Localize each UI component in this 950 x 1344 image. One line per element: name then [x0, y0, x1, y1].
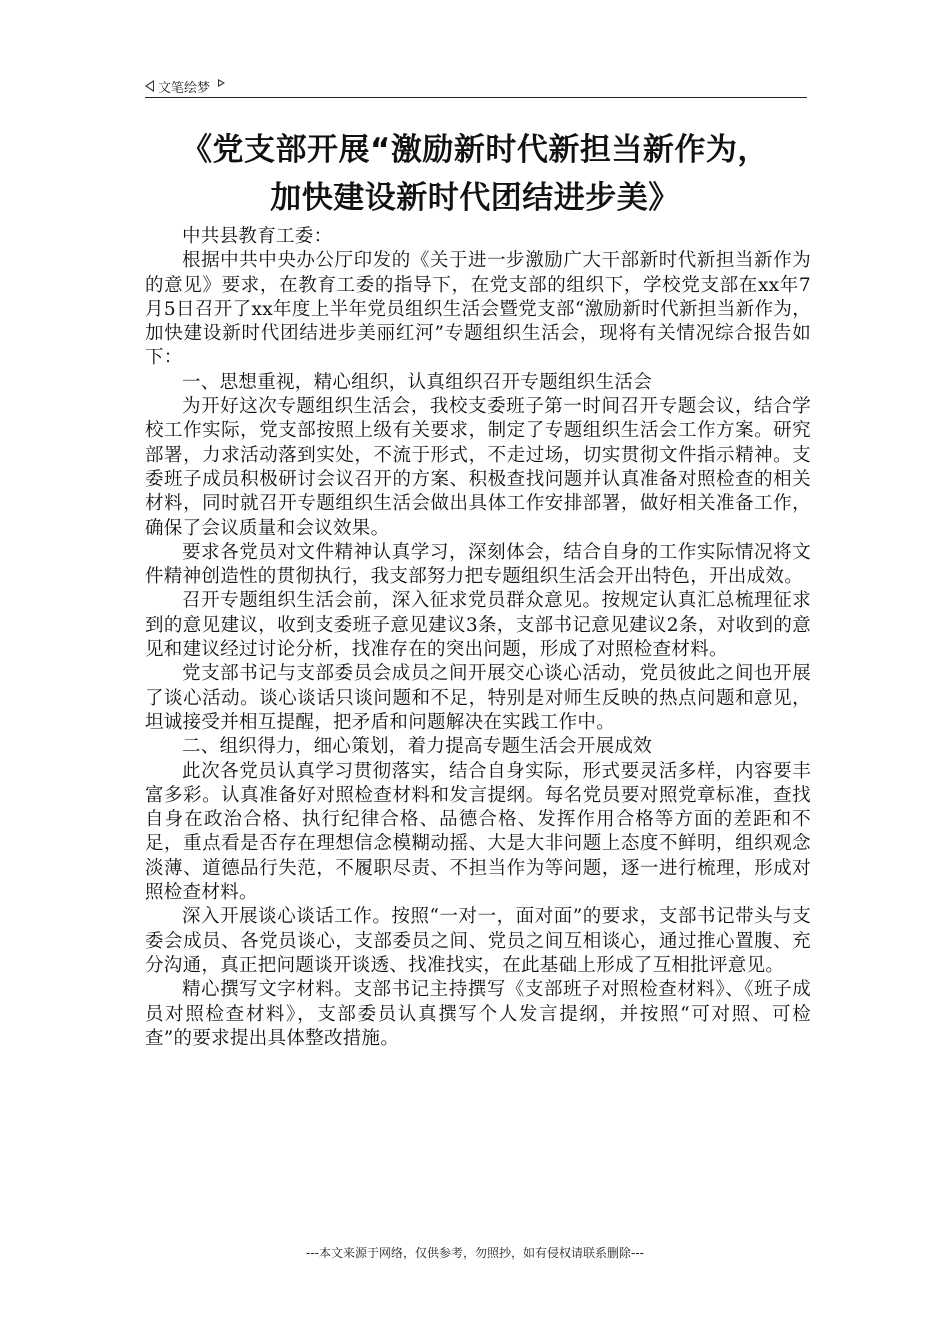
intro-paragraph: 根据中共中央办公厅印发的《关于进一步激励广大干部新时代新担当新作为的意见》要求，在教育工委的指导下，在党支部的组织下，学校党支部在xx年7月5日召开了xx年度上半年党员组织生活会暨党支部“激励新时代新担当新作为，加快建设新时代团结进步美丽红河”专题组织生活会，现将有关情况综合报告如下：: [145, 250, 811, 369]
body-paragraph: 精心撰写文字材料。支部书记主持撰写《支部班子对照检查材料》、《班子成员对照检查材料》，支部委员认真撰写个人发言提纲，并按照“可对照、可检查”的要求提出具体整改措施。: [145, 979, 811, 1049]
document-body: [145, 225, 811, 1051]
triangle-right-icon: [218, 79, 225, 87]
body-paragraph: 召开专题组织生活会前，深入征求党员群众意见。按规定认真汇总梳理征求到的意见建议，收到支委班子意见建议3条，支部书记意见建议2条，对收到的意见和建议经过讨论分析，找准存在的突出问题，形成了对照检查材料。: [145, 590, 811, 661]
header-divider: [145, 97, 807, 98]
body-paragraph: 为开好这次专题组织生活会，我校支委班子第一时间召开专题会议，结合学校工作实际，党支部按照上级有关要求，制定了专题组织生活会工作方案。研究部署，力求活动落到实处，不流于形式，不走过场，切实贯彻文件指示精神。支委班子成员积极研讨会议召开的方案、积极查找问题并认真准备对照检查的相关材料，同时就召开专题组织生活会做出具体工作安排部署，做好相关准备工作，确保了会议质量和会议效果。: [145, 396, 811, 539]
section-heading-1: 一、思想重视，精心组织，认真组织召开专题组织生活会: [182, 371, 653, 393]
salutation: 中共县教育工委：: [182, 226, 333, 247]
body-paragraph: 深入开展谈心谈话工作。按照“一对一，面对面”的要求，支部书记带头与支委会成员、各党员谈心，支部委员之间、党员之间互相谈心，通过推心置腹、充分沟通，真正把问题谈开谈透、找准找实，在此基础上形成了互相批评意见。: [145, 906, 811, 976]
document-title: [140, 126, 810, 222]
header-brand: 文笔绘梦: [158, 80, 211, 96]
page-header: [145, 76, 805, 96]
body-paragraph: 此次各党员认真学习贯彻落实，结合自身实际，形式要灵活多样，内容要丰富多彩。认真准备好对照检查材料和发言提纲。每名党员要对照党章标准，查找自身在政治合格、执行纪律合格、品德合格、发挥作用合格等方面的差距和不足，重点看是否存在理想信念模糊动摇、大是大非问题上态度不鲜明，组织观念淡薄、道德品行失范，不履职尽责、不担当作为等问题，逐一进行梳理，形成对照检查材料。: [145, 760, 811, 904]
body-paragraph: 要求各党员对文件精神认真学习，深刻体会，结合自身的工作实际情况将文件精神创造性的贯彻执行，我支部努力把专题组织生活会开出特色，开出成效。: [145, 541, 811, 588]
title-line-1: 《党支部开展“激励新时代新担当新作为，: [181, 132, 769, 168]
body-paragraph: 党支部书记与支部委员会成员之间开展交心谈心活动，党员彼此之间也开展了谈心活动。谈心谈话只谈问题和不足，特别是对师生反映的热点问题和意见，坦诚接受并相互提醒，把矛盾和问题解决在实践工作中。: [145, 663, 811, 733]
triangle-left-icon: [145, 80, 154, 92]
section-heading-2: 二、组织得力，细心策划，着力提高专题生活会开展成效: [182, 736, 653, 758]
title-line-2: 加快建设新时代团结进步美》: [270, 180, 680, 216]
footer-notice: ---本文来源于网络，仅供参考，勿照抄，如有侵权请联系删除---: [306, 1246, 644, 1260]
